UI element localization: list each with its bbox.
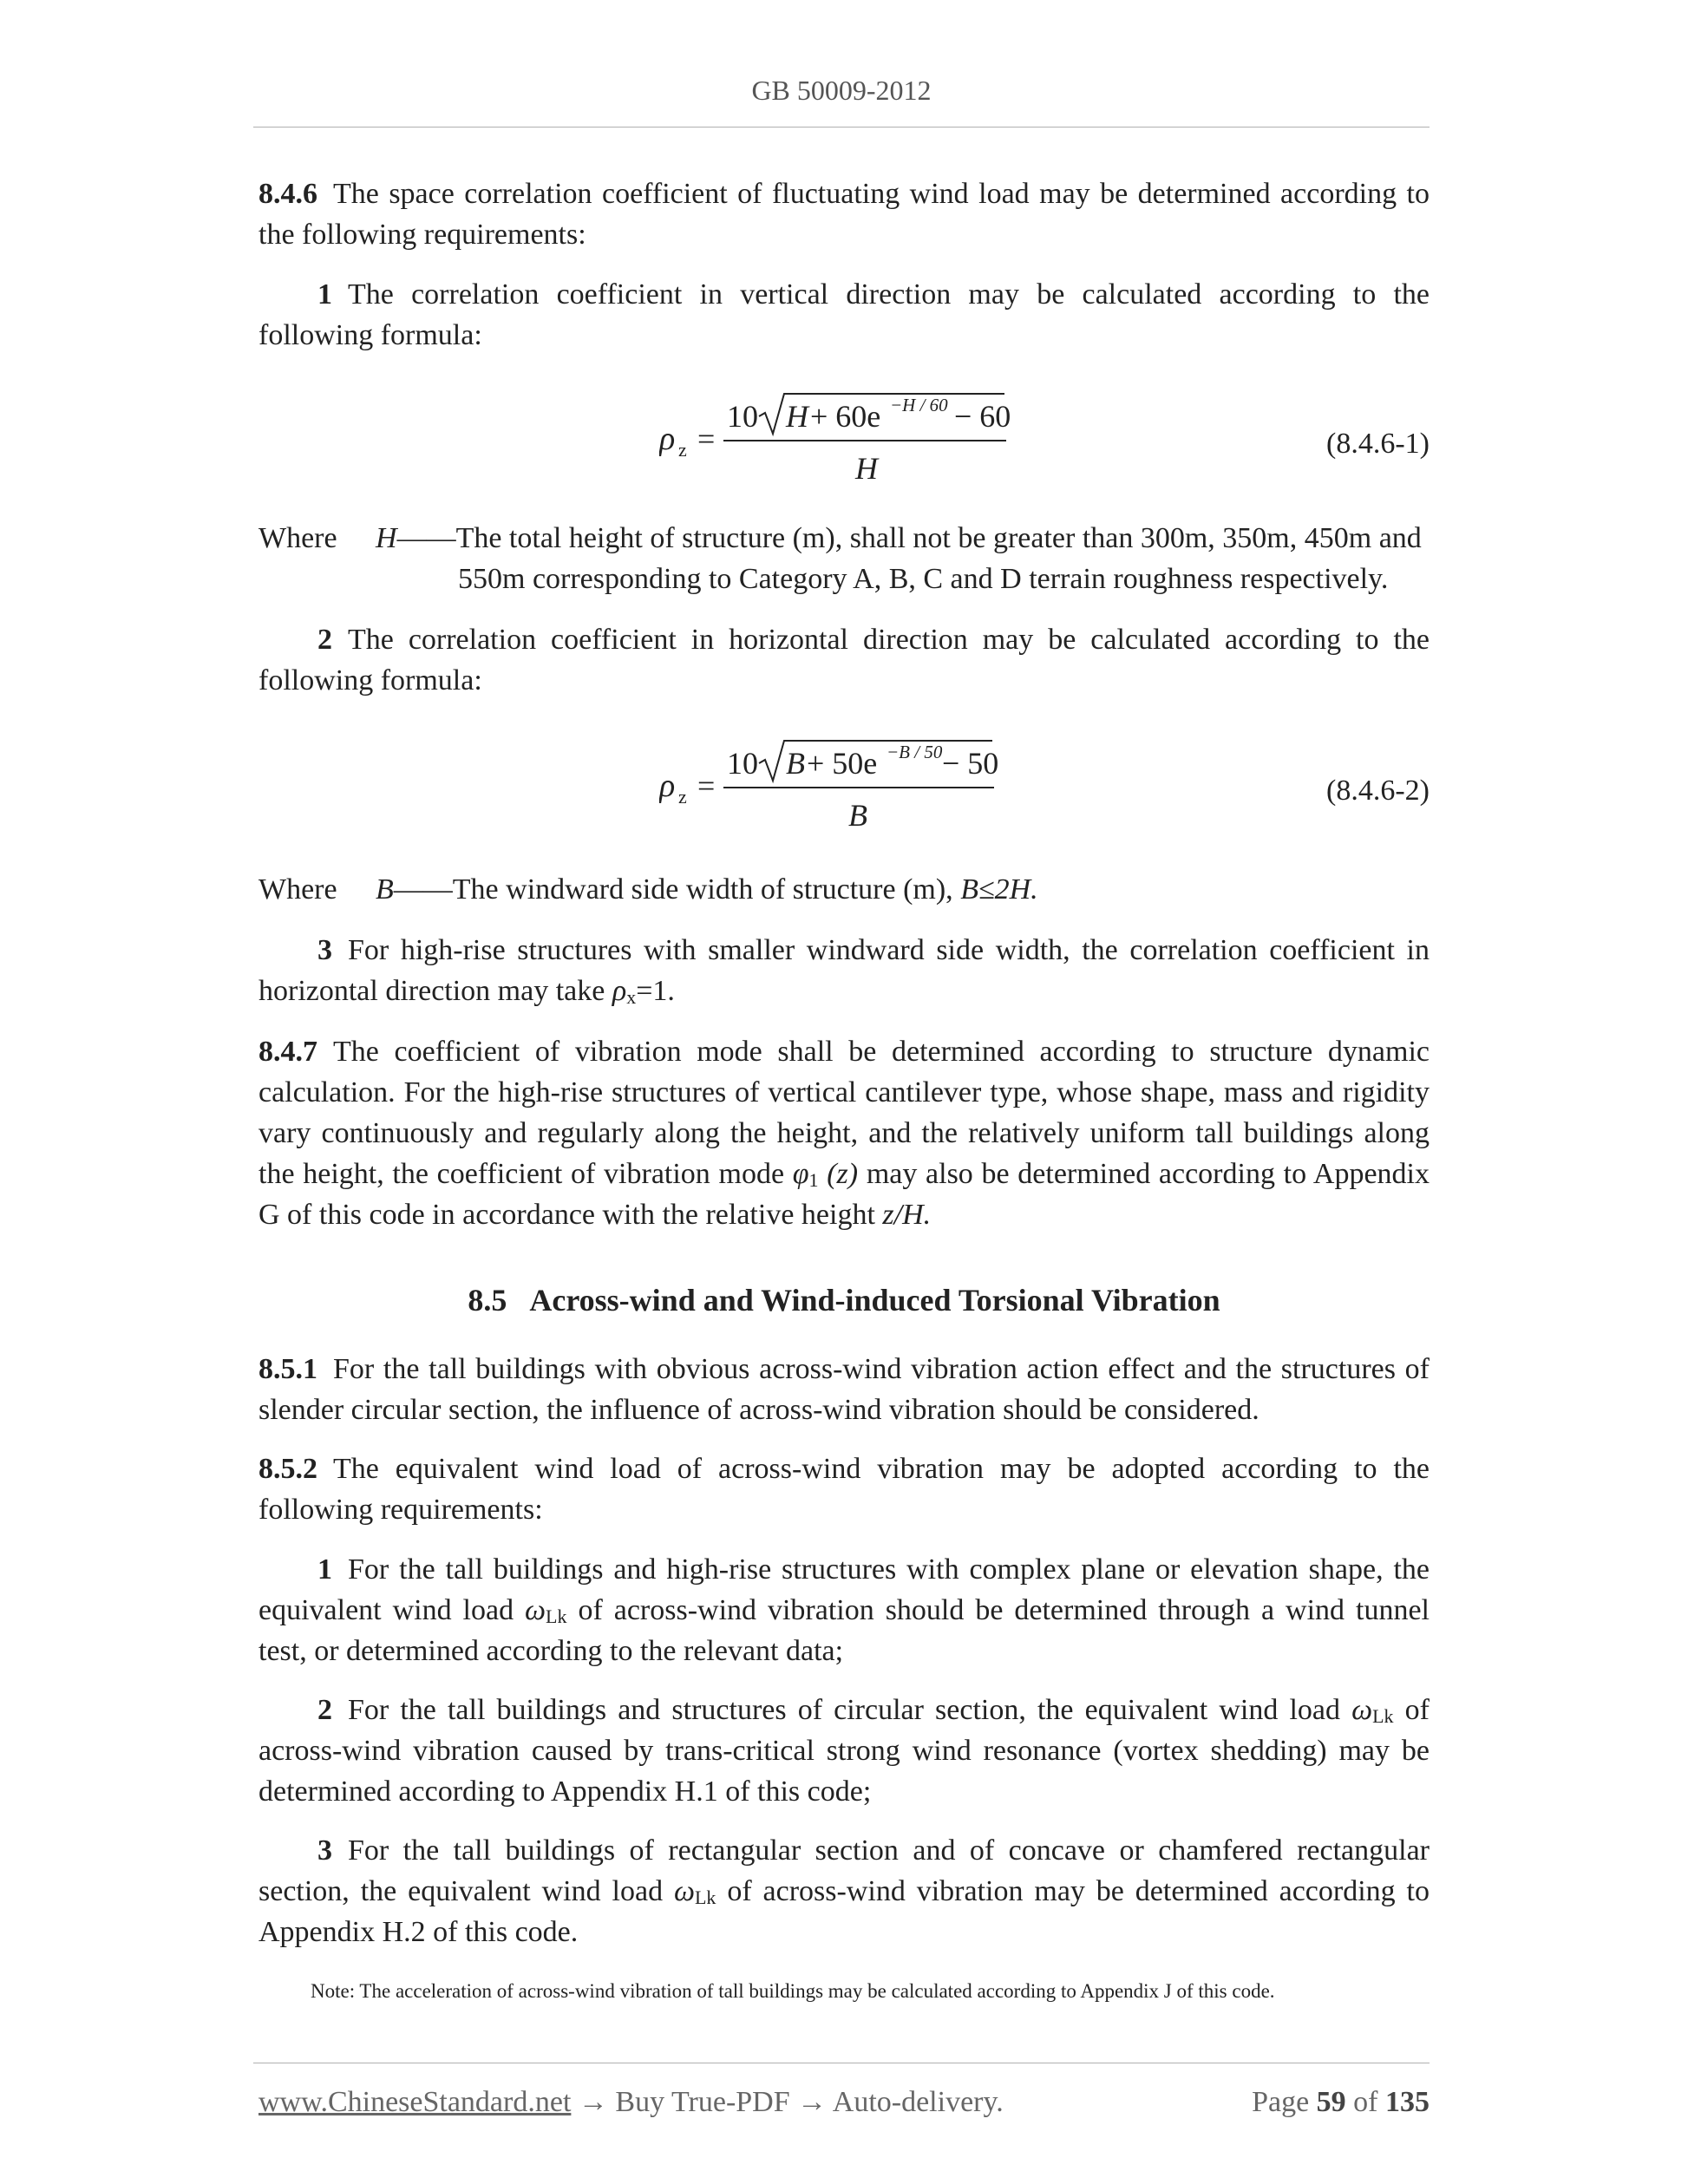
- section-heading-8-5: [258, 1280, 1430, 1321]
- formula-tail: − 60: [954, 399, 1011, 434]
- phi-symbol: φ: [792, 1158, 809, 1190]
- note: Note: The acceleration of across-wind vibration of tall buildings may be calculated according to Appendix J of this code.: [311, 1980, 1275, 2002]
- formula-radicand-b: + 60e: [810, 399, 881, 434]
- item-number: 1: [317, 278, 332, 311]
- page-label: Page: [1252, 2086, 1310, 2118]
- formula-exponent: −B / 50: [887, 742, 943, 762]
- clause-8-5-2-item-1: [258, 1549, 1430, 1671]
- where-text: ——The windward side width of structure (m),: [393, 873, 961, 906]
- formula-lhs: ρ: [659, 768, 676, 804]
- omega-subscript: Lk: [546, 1605, 567, 1627]
- formula-lhs: ρ: [659, 421, 676, 457]
- clause-8-4-6: [258, 173, 1430, 255]
- item-text-b: of across-wind vibration should be determined through a wind tunnel test, or determined according to the relevant data;: [258, 1594, 1430, 1667]
- of-label: of: [1353, 2086, 1378, 2118]
- clause-number: 8.5.1: [258, 1353, 317, 1385]
- item-number: 2: [317, 1694, 332, 1726]
- website-link[interactable]: www.ChineseStandard.net: [258, 2086, 572, 2118]
- item-text-end: =1.: [636, 975, 675, 1007]
- clause-text: The equivalent wind load of across-wind vibration may be adopted according to the following requirements:: [258, 1453, 1430, 1526]
- where-symbol: B: [376, 873, 394, 906]
- omega-symbol: ω: [525, 1594, 546, 1626]
- omega-symbol: ω: [673, 1875, 695, 1907]
- formula-tail: − 50: [942, 746, 999, 781]
- running-header: GB 50009-2012: [751, 75, 932, 106]
- formula-lhs-sub: z: [678, 786, 687, 808]
- formula-denominator: B: [848, 798, 867, 833]
- formula-radicand-a: H: [786, 399, 808, 434]
- item-number: 3: [317, 934, 332, 966]
- clause-8-5-2-item-3: [258, 1830, 1430, 1952]
- clause-8-4-6-item-3: [258, 930, 1430, 1011]
- rho-subscript: x: [626, 986, 637, 1008]
- phi-subscript: 1: [808, 1169, 819, 1191]
- formula-exponent: −H / 60: [890, 395, 948, 415]
- page-indicator: [1252, 2082, 1430, 2122]
- page-total: 135: [1385, 2086, 1430, 2118]
- relative-height: z/H.: [882, 1199, 932, 1231]
- clause-8-5-2: [258, 1448, 1430, 1530]
- section-title: Across-wind and Wind-induced Torsional Vibration: [529, 1283, 1220, 1318]
- clause-text: For the tall buildings with obvious across-wind vibration action effect and the structures of slender circular section, the influence of across-wind vibration should be considered.: [258, 1353, 1430, 1426]
- clause-8-5-1: [258, 1349, 1430, 1430]
- omega-subscript: Lk: [1372, 1705, 1394, 1727]
- clause-number: 8.4.7: [258, 1036, 317, 1068]
- clause-number: 8.5.2: [258, 1453, 317, 1485]
- omega-subscript: Lk: [694, 1886, 716, 1908]
- clause-8-4-7: [258, 1031, 1430, 1235]
- header-rule: [253, 127, 1430, 128]
- clause-text-a: The coefficient of vibration mode shall be determined according to structure dynamic calculation. For the high-rise structures of vertical cantilever type, whose shape, mass and rigidity vary continuously and regularly along the height, and the relatively uniform tall buildings along the height, the coefficient of vibration mode: [258, 1036, 1430, 1190]
- formula-denominator: H: [855, 451, 878, 486]
- item-text: The correlation coefficient in horizontal direction may be calculated according to the following formula:: [258, 624, 1430, 696]
- clause-text-b: may also be determined according to Appendix G of this code in accordance with the relative height: [258, 1158, 1430, 1231]
- where-text: ——The total height of structure (m), shall not be greater than 300m, 350m, 450m and: [396, 522, 1422, 554]
- formula-coef: 10: [727, 746, 758, 781]
- phi-argument: (z): [818, 1158, 859, 1190]
- item-text: The correlation coefficient in vertical direction may be calculated according to the following formula:: [258, 278, 1430, 351]
- footer-promo: [258, 2082, 1004, 2122]
- clause-8-5-2-item-2: [258, 1690, 1430, 1812]
- item-text: For high-rise structures with smaller windward side width, the correlation coefficient in horizontal direction may take: [258, 934, 1430, 1007]
- formula-8-4-6-1: [659, 382, 1024, 494]
- footer-promo-text: → Buy True-PDF → Auto-delivery.: [571, 2086, 1004, 2118]
- where-definition-b: [376, 869, 1430, 910]
- where-condition: B≤2H.: [960, 873, 1038, 906]
- clause-number: 8.4.6: [258, 178, 317, 210]
- item-number: 1: [317, 1553, 332, 1586]
- omega-symbol: ω: [1351, 1694, 1373, 1726]
- item-text-a: For the tall buildings of rectangular section and of concave or chamfered rectangular section, the equivalent wind load: [258, 1834, 1430, 1907]
- item-number: 3: [317, 1834, 332, 1867]
- formula-radicand-b: + 50e: [807, 746, 878, 781]
- where-symbol: H: [376, 522, 397, 554]
- where-label: Where: [258, 873, 337, 906]
- equation-number: (8.4.6-1): [1326, 428, 1430, 460]
- page-number: 59: [1316, 2086, 1346, 2118]
- section-number: 8.5: [468, 1283, 507, 1318]
- where-definition-h: [376, 518, 1430, 559]
- formula-lhs-sub: z: [678, 439, 687, 461]
- clause-text: The space correlation coefficient of fluctuating wind load may be determined according to the following requirements:: [258, 178, 1430, 251]
- item-text-a: For the tall buildings and structures of circular section, the equivalent wind load: [348, 1694, 1352, 1726]
- where-definition-h-cont: 550m corresponding to Category A, B, C and D terrain roughness respectively.: [458, 563, 1389, 595]
- item-text-a: For the tall buildings and high-rise structures with complex plane or elevation shape, the equivalent wind load: [258, 1553, 1430, 1626]
- rho-symbol: ρ: [612, 975, 627, 1007]
- equation-number: (8.4.6-2): [1326, 775, 1430, 807]
- clause-8-4-6-item-1: [258, 274, 1430, 356]
- item-text-b: of across-wind vibration may be determined according to Appendix H.2 of this code.: [258, 1875, 1430, 1948]
- formula-equals: =: [697, 422, 716, 456]
- item-text-b: of across-wind vibration caused by trans-critical strong wind resonance (vortex shedding) may be determined according to Appendix H.1 of this code;: [258, 1694, 1430, 1808]
- where-label: Where: [258, 522, 337, 554]
- item-number: 2: [317, 624, 332, 656]
- formula-radicand-a: B: [786, 746, 805, 781]
- formula-8-4-6-2: [659, 729, 1024, 841]
- formula-coef: 10: [727, 399, 758, 434]
- clause-8-4-6-item-2: [258, 619, 1430, 701]
- formula-equals: =: [697, 768, 716, 803]
